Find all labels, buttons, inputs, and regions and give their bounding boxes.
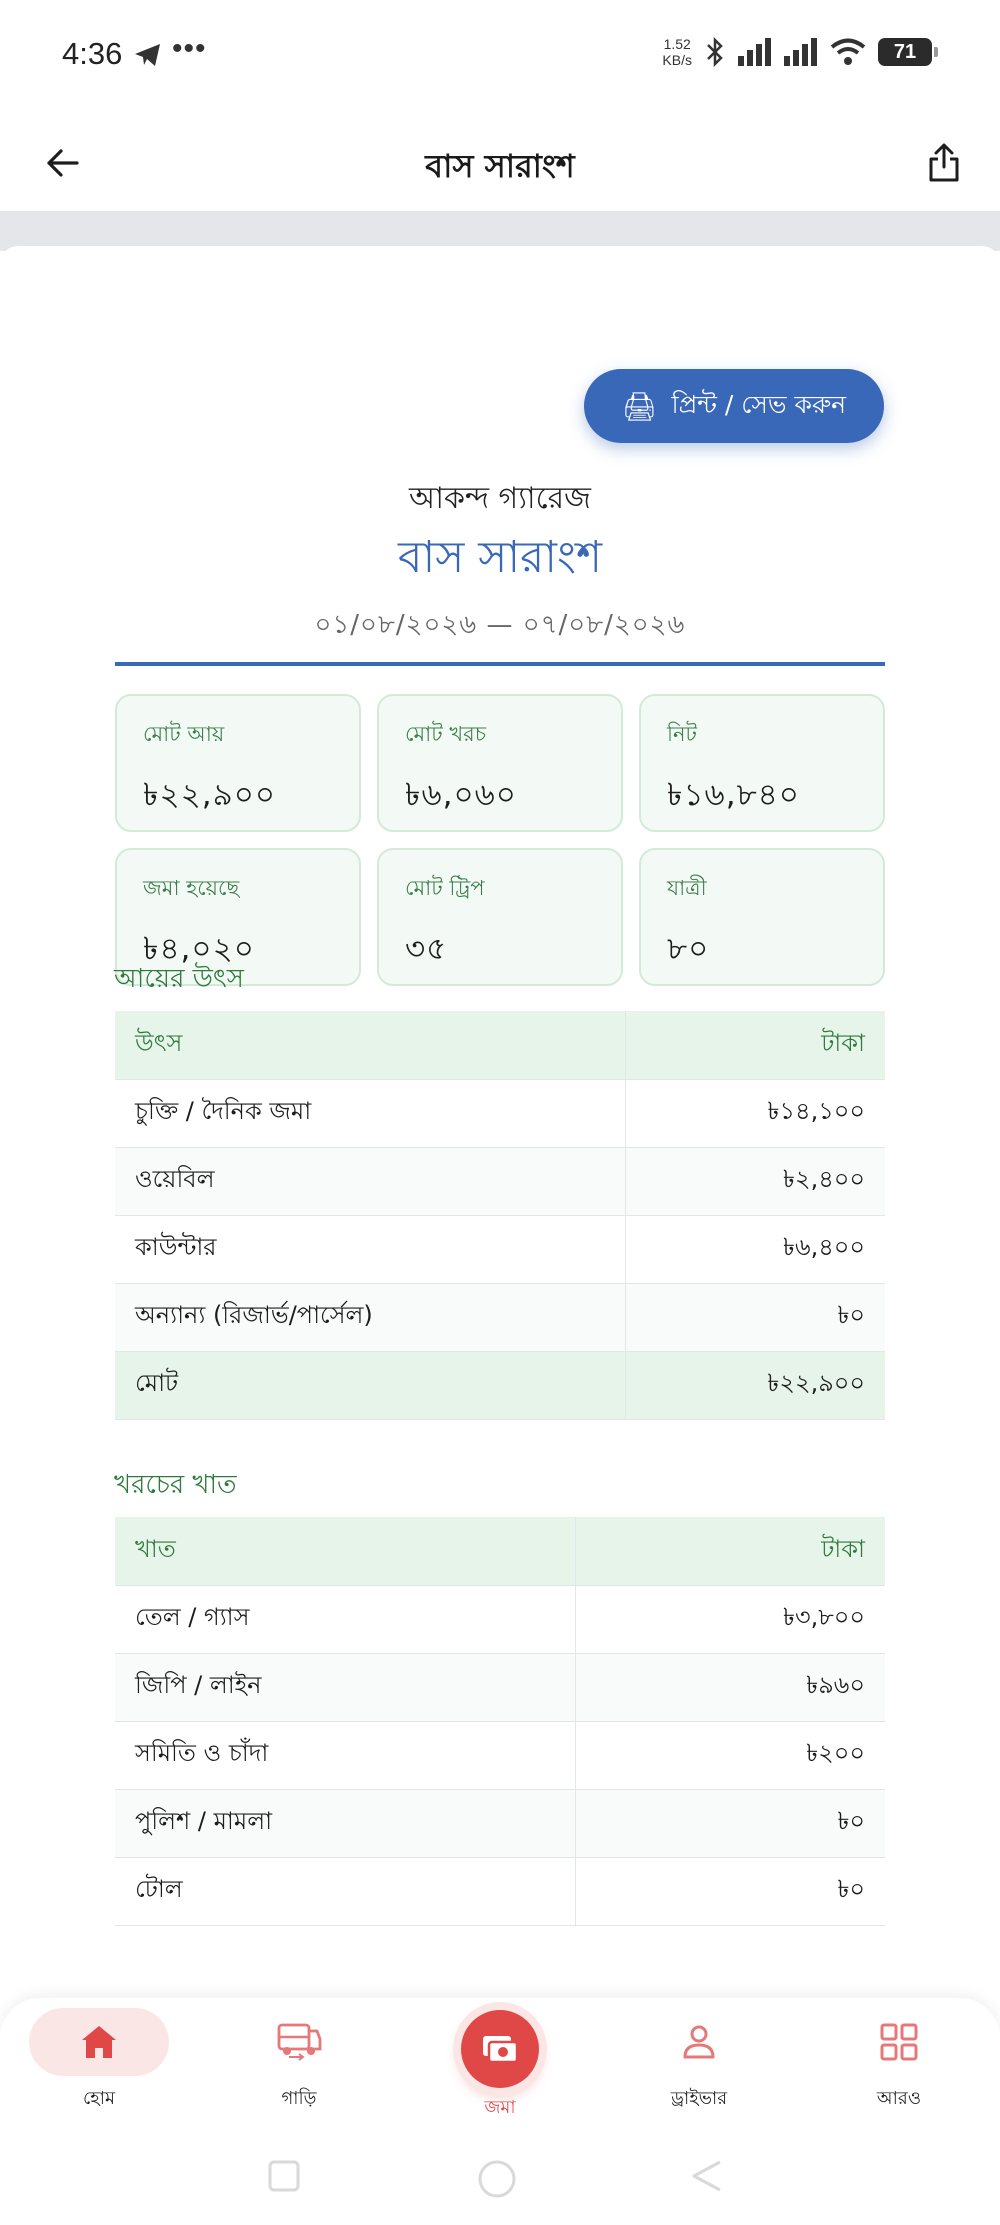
table-row	[115, 1079, 885, 1147]
stat-label: নিট	[667, 722, 697, 746]
nav-label: হোম	[83, 2088, 115, 2109]
nav-label: গাড়ি	[281, 2088, 317, 2109]
row-name: টোল	[115, 1857, 575, 1925]
table-row	[115, 1857, 885, 1925]
telegram-icon	[133, 42, 163, 72]
back-system-button[interactable]	[688, 2158, 724, 2198]
stat-card-total-income	[115, 694, 361, 832]
home-button[interactable]	[476, 2158, 518, 2204]
table-row	[115, 1789, 885, 1857]
share-icon	[927, 143, 961, 183]
nav-item-home[interactable]	[24, 2008, 174, 2118]
row-amount: ৳৯৬০	[575, 1653, 885, 1721]
row-amount: ৳২০০	[575, 1721, 885, 1789]
net-speed-unit: KB/s	[662, 52, 692, 68]
income-table	[115, 1011, 885, 1420]
table-row	[115, 1147, 885, 1215]
garage-name: আকন্দ গ্যারেজ	[408, 481, 592, 516]
stat-label: মোট খরচ	[405, 722, 487, 746]
row-amount: ৳২,৪০০	[625, 1147, 885, 1215]
stat-value: ৮০	[667, 931, 710, 967]
row-name: তেল / গ্যাস	[115, 1585, 575, 1653]
stat-label: জমা হয়েছে	[143, 876, 240, 900]
table-row	[115, 1585, 885, 1653]
stat-label: মোট আয়	[143, 722, 225, 746]
battery-indicator: 71	[878, 38, 932, 66]
nav-icon-wrap	[829, 2008, 969, 2076]
nav-label: ড্রাইভার	[670, 2088, 728, 2109]
nav-item-more[interactable]	[824, 2008, 974, 2118]
net-speed-value: 1.52	[663, 36, 691, 52]
net-speed	[662, 36, 692, 68]
stat-label: মোট ট্রিপ	[405, 876, 485, 900]
row-amount: ৳৩,৮০০	[575, 1585, 885, 1653]
report-sheet	[0, 246, 1000, 2006]
bluetooth-icon	[704, 36, 726, 68]
date-range: ০১/০৮/২০২৬ — ০৭/০৮/২০২৬	[314, 610, 686, 640]
nav-label: আরও	[876, 2088, 922, 2109]
divider-band	[0, 211, 1000, 251]
triangle-back-icon	[688, 2158, 724, 2194]
print-save-button[interactable]	[584, 369, 884, 443]
stat-card-total-expense	[377, 694, 623, 832]
nav-icon-highlight	[29, 2008, 169, 2076]
income-section-title: আয়ের উৎস	[114, 964, 244, 994]
row-amount: ৳০	[625, 1283, 885, 1351]
stat-value: ৳৪,০২০	[143, 931, 255, 967]
status-time: 4:36	[62, 36, 123, 71]
row-name: ওয়েবিল	[115, 1147, 625, 1215]
summary-stats	[115, 694, 885, 986]
table-row	[115, 1721, 885, 1789]
table-total-row	[115, 1351, 885, 1419]
row-name: কাউন্টার	[115, 1215, 625, 1283]
deposit-fab-button[interactable]	[461, 2010, 539, 2088]
table-header-row	[115, 1517, 885, 1585]
total-amount: ৳২২,৯০০	[625, 1351, 885, 1419]
person-icon	[679, 2022, 719, 2062]
wifi-icon	[830, 38, 866, 66]
printer-icon: 🖨	[621, 389, 658, 423]
circle-icon	[476, 2158, 518, 2200]
row-name: চুক্তি / দৈনিক জমা	[115, 1079, 625, 1147]
table-header-row	[115, 1011, 885, 1079]
column-header-category: খাত	[115, 1517, 575, 1585]
column-header-source: উৎস	[115, 1011, 625, 1079]
expense-section-title: খরচের খাত	[114, 1470, 237, 1500]
row-name: অন্যান্য (রিজার্ভ/পার্সেল)	[115, 1283, 625, 1351]
title-divider	[115, 662, 885, 666]
row-amount: ৳৬,৪০০	[625, 1215, 885, 1283]
more-notifications-icon: •••	[172, 32, 207, 65]
status-indicators	[662, 36, 932, 68]
signal-icon	[738, 38, 772, 66]
stat-card-passengers	[639, 848, 885, 986]
row-amount: ৳০	[575, 1789, 885, 1857]
row-name: জিপি / লাইন	[115, 1653, 575, 1721]
nav-icon-wrap	[229, 2008, 369, 2076]
row-amount: ৳১৪,১০০	[625, 1079, 885, 1147]
column-header-amount: টাকা	[575, 1517, 885, 1585]
stat-label: যাত্রী	[667, 876, 707, 900]
bus-icon	[275, 2021, 323, 2063]
status-bar	[0, 0, 1000, 115]
grid-icon	[879, 2022, 919, 2062]
stat-card-net	[639, 694, 885, 832]
system-navigation-bar	[0, 2128, 1000, 2225]
row-amount: ৳০	[575, 1857, 885, 1925]
nav-label-deposit[interactable]: জমা	[484, 2097, 516, 2118]
table-row	[115, 1215, 885, 1283]
stat-value: ৳৬,০৬০	[405, 777, 517, 813]
home-icon	[79, 2023, 119, 2061]
column-header-amount: টাকা	[625, 1011, 885, 1079]
row-name: সমিতি ও চাঁদা	[115, 1721, 575, 1789]
stat-card-total-trips	[377, 848, 623, 986]
stat-value: ৩৫	[405, 931, 448, 967]
nav-icon-wrap	[629, 2008, 769, 2076]
nav-item-vehicles[interactable]	[224, 2008, 374, 2118]
share-button[interactable]	[920, 139, 968, 187]
row-name: পুলিশ / মামলা	[115, 1789, 575, 1857]
table-row	[115, 1283, 885, 1351]
square-icon	[266, 2158, 302, 2194]
app-bar	[0, 115, 1000, 211]
total-label: মোট	[115, 1351, 625, 1419]
table-row	[115, 1653, 885, 1721]
stat-value: ৳১৬,৮৪০	[667, 777, 800, 813]
report-title: বাস সারাংশ	[397, 532, 603, 583]
recents-button[interactable]	[266, 2158, 302, 2198]
page-title: বাস সারাংশ	[425, 147, 575, 185]
expense-table	[115, 1517, 885, 1926]
print-save-label: প্রিন্ট / সেভ করুন	[671, 389, 847, 419]
signal-icon-2	[784, 38, 818, 66]
cash-icon	[480, 2032, 520, 2066]
stat-value: ৳২২,৯০০	[143, 777, 277, 813]
nav-item-drivers[interactable]	[624, 2008, 774, 2118]
